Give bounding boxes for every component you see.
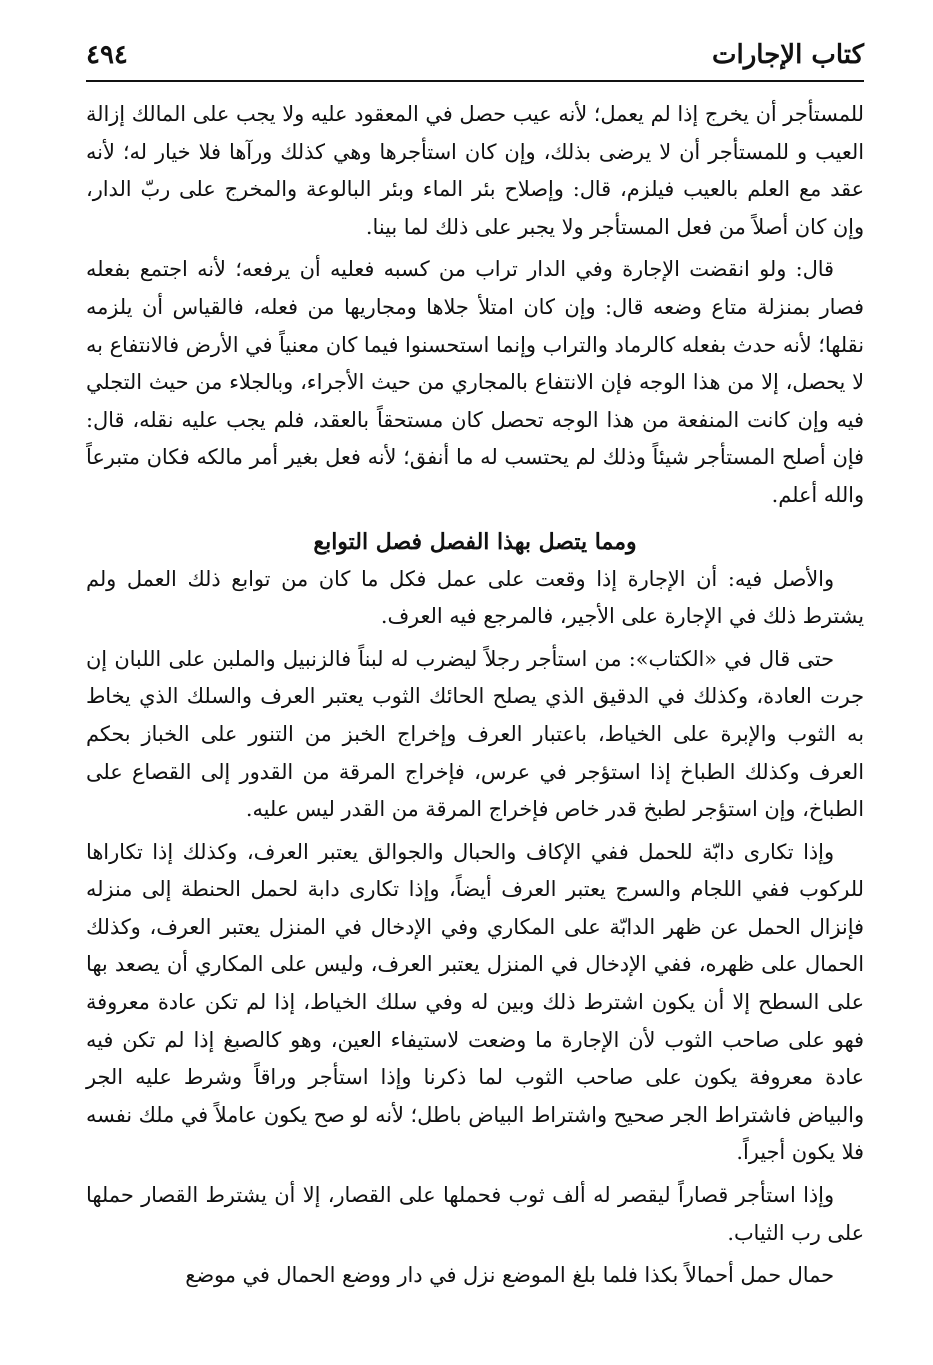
book-title: كتاب الإجارات <box>712 40 864 70</box>
section-heading: ومما يتصل بهذا الفصل فصل التوابع <box>313 528 637 555</box>
page-number: ٤٩٤ <box>86 40 128 70</box>
paragraph-fuller: وإذا استأجر قصاراً ليقصر له ألف ثوب فحملها على القصار، إلا أن يشترط القصار حملها على رب الثياب. <box>86 1183 864 1245</box>
paragraph-book-examples: حتى قال في «الكتاب»: من استأجر رجلاً ليضرب له لبناً فالزنبيل والملبن على اللبان إن جرت العادة، وكذلك في الدقيق الذي يصلح الحائك الثوب يعتبر العرف والسلك الذي يخاط به الثوب والإبرة على الخياط، باعتبار العرف وإخراج الخبز من التنور على الخباز بحكم العرف وكذلك الطباخ إذا استؤجر في عرس، فإخراج المرقة من القدور إلى القصاع على الطباخ، وإن استؤجر لطبخ قدر خاص فإخراج المرقة من القدر ليس عليه. <box>86 646 864 822</box>
paragraph-porter: حمال حمل أحمالاً بكذا فلما بلغ الموضع نزل في دار ووضع الحمال في موضع <box>185 1263 834 1288</box>
paragraph-dust-removal: قال: ولو انقضت الإجارة وفي الدار تراب من كسبه فعليه أن يرفعه؛ لأنه اجتمع بفعله فصار بمنزلة متاع وضعه قال: وإن كان امتلأ جلاها ومجاريها من فعله، فالقياس أن يلزمه نقلها؛ لأنه حدث بفعله كالرماد والتراب وإنما استحسنوا فيما كان معنياً في الأرض فالانتفاع به لا يحصل، إلا من هذا الوجه فإن الانتفاع بالمجاري من حيث الأجراء، وبالجلاء من حيث التجلي فيه وإن كانت المنفعة من هذا الوجه تحصل كان مستحقاً بالعقد، فلم يجب عليه نقله، قال: فإن أصلح المستأجر شيئاً وذلك لم يحتسب له ما أنفق؛ لأنه فعل بغير أمر مالكه فكان متبرعاً والله أعلم. <box>86 257 864 507</box>
paragraph-tenant-defect: للمستأجر أن يخرج إذا لم يعمل؛ لأنه عيب حصل في المعقود عليه ولا يجب على المالك إزالة العيب و للمستأجر أن لا يرضى بذلك، وإن كان استأجرها وهي كذلك ورآها فلا خيار له؛ لأنه عقد مع العلم بالعيب فيلزم، قال: وإصلاح بئر الماء وبئر البالوعة والمخرج على ربّ الدار، وإن كان أصلاً من فعل المستأجر ولا يجبر على ذلك لما بينا. <box>86 102 864 239</box>
page-header <box>86 34 864 82</box>
page-body <box>86 82 864 1295</box>
book-page <box>86 34 864 1354</box>
paragraph-animal-hire: وإذا تكارى دابّة للحمل ففي الإكاف والحبال والجوالق يعتبر العرف، وكذلك إذا تكاراها للركوب ففي اللجام والسرج يعتبر العرف أيضاً، وإذا تكارى دابة لحمل الحنطة إلى منزله فإنزال الحمل عن ظهر الدابّة على المكاري وفي الإدخال في المنزل يعتبر العرف، وكذلك الحمال على ظهره، ففي الإدخال في المنزل يعتبر العرف، وليس على المكاري أن يصعد بها على السطح إلا أن يكون اشترط ذلك وبين له وفي سلك الخياط، إذا لم تكن عادة معروفة فهو على صاحب الثوب لأن الإجارة ما وضعت لاستيفاء العين، وهو كالصبغ إذا لم تكن فيه عادة معروفة يكون على صاحب الثوب لما ذكرنا وإذا استأجر وراقاً وشرط عليه الجر والبياض فاشتراط الجر صحيح واشتراط البياض باطل؛ لأنه لو صح يكون عاملاً في ملك نفسه فلا يكون أجيراً. <box>86 839 864 1165</box>
paragraph-principle: والأصل فيه: أن الإجارة إذا وقعت على عمل فكل ما كان من توابع ذلك العمل ولم يشترط ذلك في الإجارة على الأجير، فالمرجع فيه العرف. <box>86 566 864 629</box>
